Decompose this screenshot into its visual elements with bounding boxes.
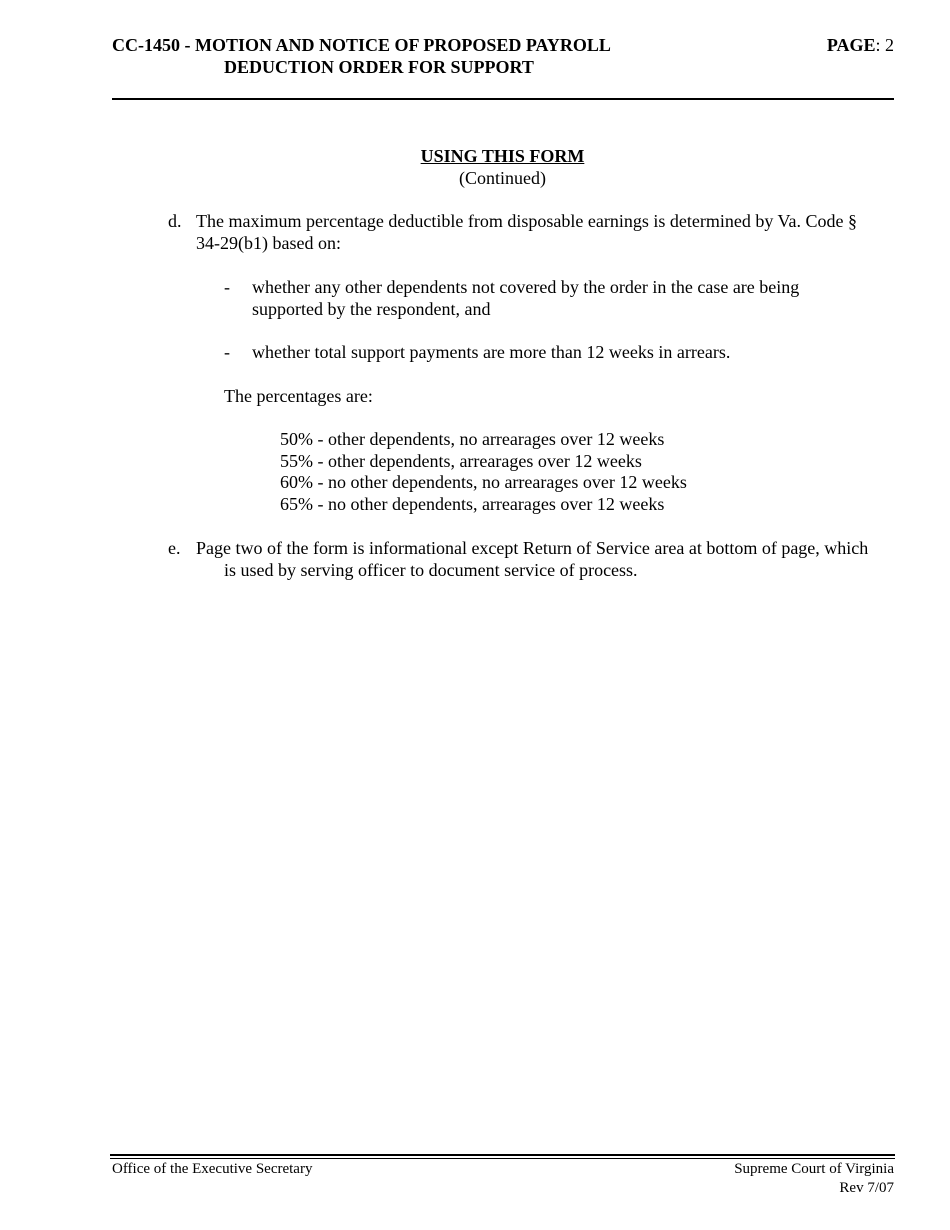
item-d-line1: The maximum percentage deductible from disposable earnings is determined by Va. Code § [196,211,857,231]
percentage-row: 50% - other dependents, no arrearages over 12 weeks [280,429,665,449]
footer-court: Supreme Court of Virginia [734,1161,894,1177]
bullet-1-line2: supported by the respondent, and [252,299,491,319]
page-label: PAGE [826,35,876,55]
section-title: USING THIS FORM [420,146,585,166]
page-indicator: PAGE: 2 [826,35,894,55]
item-e-line2: is used by serving officer to document service of process. [224,560,638,580]
bullet-marker: - [224,277,230,297]
footer-divider-thin [110,1158,895,1159]
footer-office: Office of the Executive Secretary [112,1161,313,1177]
item-e-marker: e. [168,538,181,558]
percentage-row: 60% - no other dependents, no arrearages over 12 weeks [280,472,687,492]
item-e-line1: Page two of the form is informational except Return of Service area at bottom of page, which [196,538,869,558]
percentage-row: 55% - other dependents, arrearages over 12 weeks [280,451,642,471]
bullet-1-line1: whether any other dependents not covered by the order in the case are being [252,277,800,297]
item-d-line2: 34-29(b1) based on: [196,233,341,253]
form-title-line1: CC-1450 - MOTION AND NOTICE OF PROPOSED PAYROLL [112,35,611,55]
footer-divider-thick [110,1154,895,1156]
form-title-line2: DEDUCTION ORDER FOR SUPPORT [224,57,534,77]
page-number: 2 [885,35,894,55]
percentage-row: 65% - no other dependents, arrearages over 12 weeks [280,494,665,514]
bullet-marker: - [224,342,230,362]
header-divider [112,98,894,100]
section-subtitle: (Continued) [459,168,546,188]
percentages-intro: The percentages are: [224,386,373,406]
bullet-2-line1: whether total support payments are more than 12 weeks in arrears. [252,342,731,362]
footer-revision: Rev 7/07 [839,1180,894,1196]
item-d-marker: d. [168,211,182,231]
